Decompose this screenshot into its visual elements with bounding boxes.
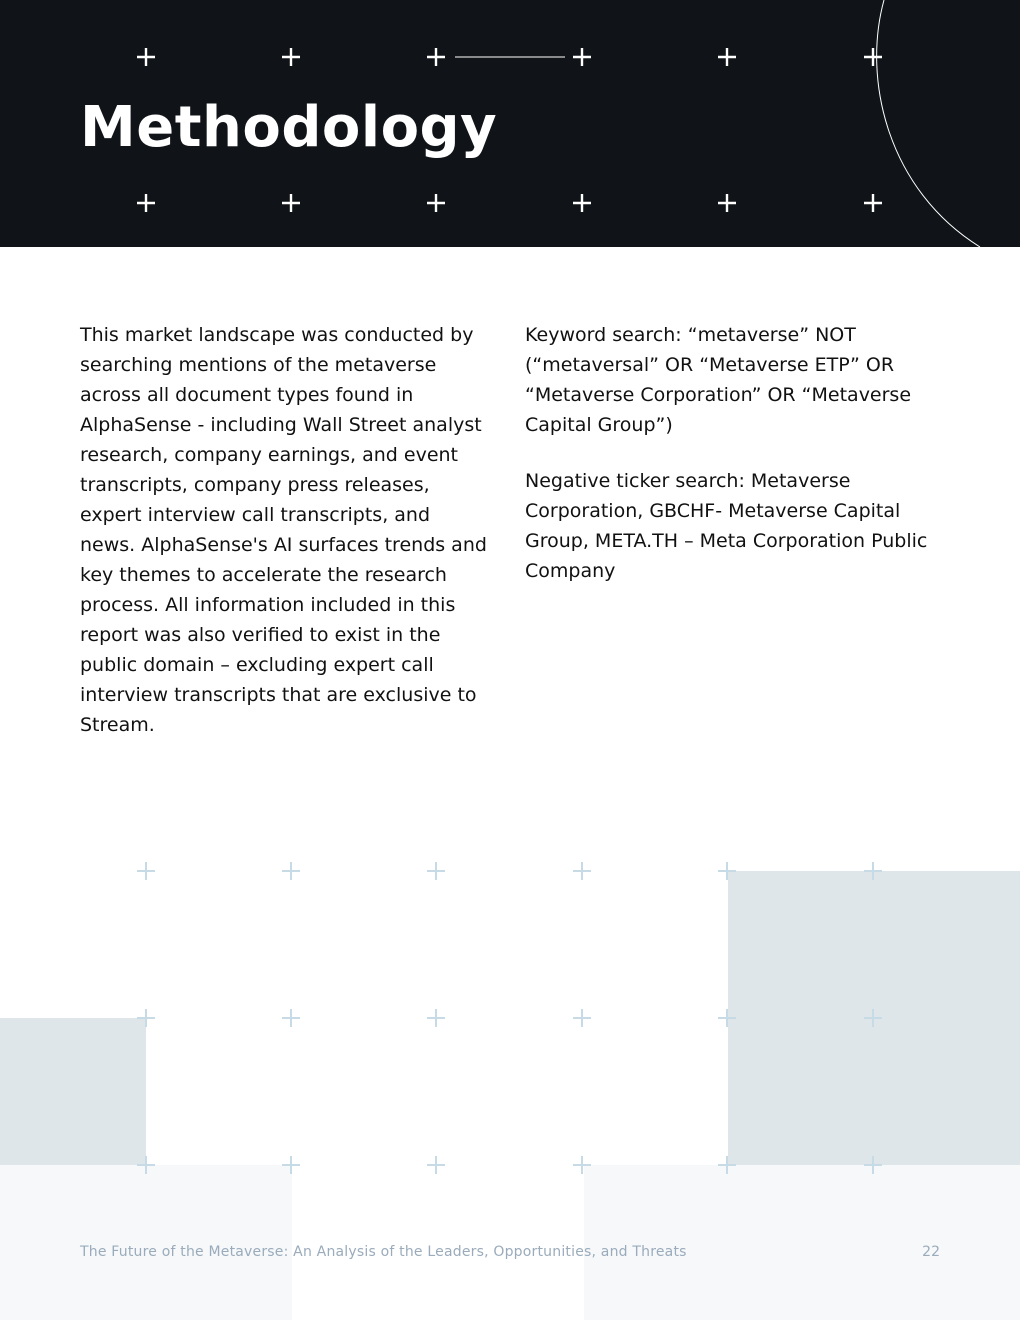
plus-icon [282, 862, 300, 880]
plus-icon [427, 862, 445, 880]
plus-icon [427, 1156, 445, 1174]
plus-icon [427, 1009, 445, 1027]
plus-icon [427, 48, 445, 66]
plus-icon-row-bottom [137, 194, 882, 212]
plus-icon [573, 194, 591, 212]
plus-icon [573, 862, 591, 880]
plus-icon [718, 48, 736, 66]
gray-panel [0, 1018, 146, 1165]
light-panel [584, 1165, 1020, 1320]
plus-icon [718, 194, 736, 212]
arc-decoration [877, 0, 980, 247]
plus-icon [137, 48, 155, 66]
header-banner [0, 0, 1020, 247]
plus-icon [573, 1009, 591, 1027]
methodology-description [80, 320, 490, 740]
plus-icon [282, 48, 300, 66]
description-paragraph: This market landscape was conducted by searching mentions of the metaverse across all document types found in AlphaSense - including Wall Street analyst research, company earnings, and event transcripts, company press releases, expert interview call transcripts, and news. AlphaSense's AI surfaces trends and key themes to accelerate the research process. All information included in this report was also verified to exist in the public domain – excluding expert call interview transcripts that are exclusive to Stream. [80, 324, 487, 736]
plus-icon [864, 194, 882, 212]
plus-icon [573, 48, 591, 66]
plus-icon [864, 48, 882, 66]
search-criteria [525, 320, 935, 586]
plus-icon [427, 194, 445, 212]
page-number: 22 [922, 1244, 940, 1260]
plus-icon [137, 194, 155, 212]
footer-report-title: The Future of the Metaverse: An Analysis of the Leaders, Opportunities, and Threats [80, 1244, 687, 1260]
light-panel [0, 1165, 292, 1320]
page-title: Methodology [80, 95, 498, 160]
plus-icon [282, 1009, 300, 1027]
plus-icon [282, 194, 300, 212]
negative-ticker-search-text: Negative ticker search: Metaverse Corporation, GBCHF- Metaverse Capital Group, META.TH – Meta Corporation Public Company [525, 470, 928, 582]
plus-icon [137, 862, 155, 880]
keyword-search-text: Keyword search: “metaverse” NOT (“metaversal” OR “Metaverse ETP” OR “Metaverse Corporation” OR “Metaverse Capital Group”) [525, 324, 912, 436]
